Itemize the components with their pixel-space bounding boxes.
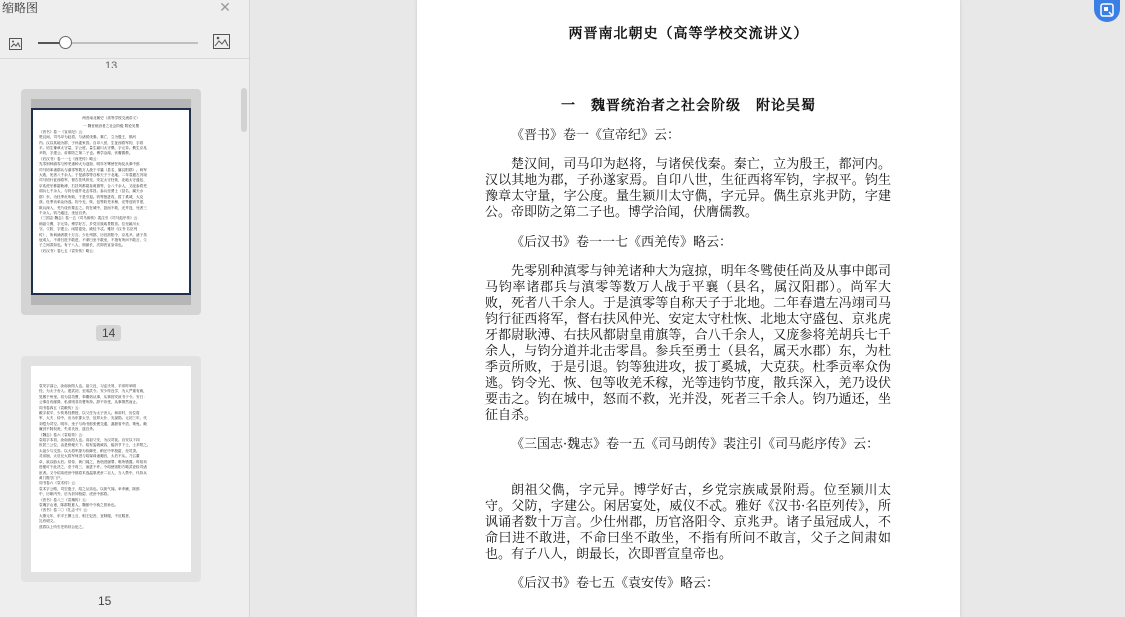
sidebar-scrollbar[interactable] [241, 88, 247, 132]
thumbnail-text-line: 《晋书》卷二〇《礼志·中》云： [39, 508, 91, 513]
thumbnail-text-line: 千余人。钧乃遁还，坐征自杀。 [39, 210, 90, 215]
thumbnail-text-line: 卓，欲以胁太后。常侍、黄门闻之，皆诣进谢罪，唯所错置。时绍劝 [39, 459, 147, 464]
sidebar-title: 缩略图 [2, 1, 39, 15]
thumbnail-text-line: 见敬于州里。初为县功曹，奉檄诣从事，从事因安致书于令。安曰： [39, 394, 147, 399]
zoom-slider-handle[interactable] [59, 36, 72, 49]
thumbnail-text-line: 袁术字公路，司空逢子，绍之从弟也。以侠气闻。举孝廉，除郎 [39, 486, 140, 491]
thumbnail-text-line: 内。汉以其地为郡，子孙遂家焉。自卬八世，生征西将军钧，字叔 [39, 140, 144, 145]
body-paragraph: 朗祖父儁，字元异。博学好古，乡党宗族咸景附焉。位至颍川太守。父防，字建公。闲居宴处，威仪不忒。雅好《汉书·名臣列传》，所讽诵者数十万言。少仕州郡，历官洛阳令、京兆尹。诸子虽冠成人，不命曰进不敢进，不命曰坐不敢坐，不指有所问不敢言，父子之间肃如也。有子八人，朗最长，次即晋宣皇帝也。 [485, 483, 891, 562]
sidebar-divider [0, 58, 249, 59]
thumbnail-text-line: 郡）东，为杜季贡所败，于是引退。钧等独进攻，拔丁奚城，大克 [39, 194, 144, 199]
thumbnail-text-line: 冠成人，不命曰进不敢进，不命曰坐不敢坐，不指有所问不敢言，父 [39, 237, 147, 242]
thumbnail-text-line: 司马钧率诸郡兵与滇零等数万人战于平襄（县名，属汉阳郡）。尚军 [39, 167, 147, 172]
thumbnail-text-line: 京兆虎牙都尉耿溥、右扶风都尉皇甫旗等，合八千余人，又庞参将羌 [39, 183, 147, 188]
thumbnail-card[interactable] [21, 356, 201, 582]
thumbnail-text-line: 黄门陛守门户。 [39, 475, 65, 480]
thumbnail-text-line: 中，历职内外，后为折冲校尉、虎贲中郎将。 [39, 492, 111, 497]
thumbnail-page-number: 14 [96, 325, 121, 341]
thumbnail-text-line: 同书卷六《袁术传》云： [39, 481, 79, 486]
citation-text: 《晋书》卷一《宣帝纪》云： [511, 128, 681, 143]
thumbnail-text-line: 世居三公位，由是势倾天下。绍有姿貌威容，能折节下士，士多附之。 [39, 443, 151, 448]
thumbnail-text-line: 先零别种滇零与钟羌诸种大为寇掠，明年冬骘使任尚及从事中郎 [39, 162, 140, 167]
thumbnail-text-line: 兹将以上所引史料综合论之。 [39, 524, 86, 529]
citation-text: 《三国志·魏志》卷一五《司马朗传》裴注引《司马彪序传》云： [511, 437, 880, 452]
thumbnail-text-line: 袁安字邵公，汝南汝阳人也。祖父良，习孟氏易，平帝时举明 [39, 384, 137, 388]
body-paragraph: 先零别种滇零与钟羌诸种大为寇掠，明年冬骘使任尚及从事中郎司马钧率诸郡兵与滇零等数万人战于平襄（县名，属汉阳郡）。尚军大败，死者八千余人。于是滇零等自称天子于北地。二年春遣左冯翊司马钧行征西将军，督右扶风仲光、安定太守杜恢、北地太守盛包、京兆虎牙都尉耿溥、右扶风都尉皇甫旗等，合八千余人，又庞参将羌胡兵七千余人，与钧分道并北击零昌。参兵至勇士（县名，属天水郡）东，为杜季贡所败，于是引退。钧等独进攻，拔丁奚城，大克获。杜季贡率众伪逃。钧令光、恢、包等收羌禾稼，光等违钧节度，散兵深入，羌乃设伏要击之。钧在城中，怒而不救，光并没，死者三千余人。钧乃遁还，坐征自杀。 [485, 264, 891, 423]
thumbnail-text-line: 大康元年，东平王楙上言，相王妃丧，宜制服，不应服者， [39, 513, 133, 518]
document-page [417, 0, 960, 617]
thumbnail-text-line: 刘恺为司空。明年，坐子与尚书郎张俊交通，漏泄省中语，策免。敞 [39, 421, 147, 426]
section-title: 一 魏晋统治者之社会阶级 附论吴蜀 [561, 98, 816, 114]
thumbnail-text-line: 朗祖父儁，字元异。博学好古，乡党宗族咸景附焉。位至颍川太 [39, 221, 140, 226]
citation-text: 《后汉书》卷七五《袁安传》略云： [511, 576, 720, 591]
thumbnail-text-line: 太祖少与交焉。以大将军掾为侍御史，稍迁中军校尉，至司隶。 [39, 448, 140, 453]
image-small-icon[interactable] [9, 35, 22, 54]
thumbnail-text-line: 灵帝崩，太后兄大将军何进与绍谋诛诸阉官，太后不从。乃召董 [39, 454, 140, 459]
thumbnail-text-line: 《三国志·魏志》卷一五《司马朗传》裴注引《司马彪序传》云： [39, 216, 141, 221]
thumbnail-text-line: 司马钧行征西将军，督右扶风仲光、安定太守杜恢、北地太守盛包、 [39, 178, 147, 183]
thumbnail-zoom-control [0, 32, 249, 54]
thumbnail-text-line: 楚汉间，司马卬为赵将，与诸侯伐秦。秦亡，立为殷王，都河 [39, 135, 137, 140]
thumbnail-text-line: 《晋书》卷八三《袁瑰传》云： [39, 497, 90, 502]
thumbnail-text-line: 廉劲不阿权贵，失邓氏旨，遂自杀。 [39, 427, 97, 432]
thumbnail-text-line: 尹防，字建公。帝即防之第二子也。博学洽闻，伏膺儒教。 [39, 151, 133, 156]
thumbnail-text-line: 一 魏晋统治者之社会阶级 附论吴蜀 [82, 124, 140, 129]
page-layout-icon[interactable] [1094, 0, 1120, 22]
thumbnail-text-line: 经，为太子舍人。建武初，至成武令。安少传良学，为人严重有威， [39, 389, 147, 394]
thumbnail-text-line: 《晋书》卷一《宣帝纪》云： [39, 129, 86, 134]
thumbnail-page[interactable] [31, 108, 191, 295]
thumbnail-page-number: 13 [105, 60, 118, 68]
thumbnail-text-line: 大败，死者八千余人。于是滇零等自称天子于北地。二年春遣左冯翊 [39, 173, 147, 178]
thumbnail-text-line: 平。钧生豫章太守量，字公度。量生颍川太守儁，字元异。儁生京兆 [39, 146, 147, 151]
thumbnail-text-line: 军、大夫、侍中，出为东郡太守，征拜太仆、光禄勋。元初三年，代 [39, 416, 147, 421]
thumbnail-text-line: 《后汉书》卷一一七《西羌传》略云： [39, 156, 101, 161]
thumbnail-text-line: 礼有明文。 [39, 519, 57, 524]
image-large-icon[interactable] [213, 34, 230, 53]
thumbnail-text-line: 敞字叔平，少传易经教授，以父任为太子舍人。和帝时，历位将 [39, 411, 140, 416]
thumbnail-text-line: 袁绍字本初，汝南汝阳人也。高祖父安，为汉司徒。自安以下四 [39, 438, 140, 443]
thumbnail-text-line: 《魏志》卷六《袁绍传》云： [39, 432, 86, 437]
thumbnail-text-line: 获。杜季贡率众伪逃。钧令光、恢、包等收羌禾稼，光等违钧节度， [39, 200, 147, 205]
thumbnail-page[interactable] [31, 366, 191, 572]
thumbnail-card[interactable] [21, 89, 201, 315]
thumbnail-text-line: 公事自有邮驿，私请则非功曹所持。辞不肯受，从事惧然而止。 [39, 400, 140, 405]
thumbnail-text-line: 传》，所讽诵者数十万言。少仕州郡，历官洛阳令、京兆尹。诸子虽 [39, 232, 147, 237]
thumbnail-sidebar [0, 0, 250, 617]
thumbnail-text-line: 散兵深入，羌乃设伏要击之。钧在城中，怒而不救，光并没，死者三 [39, 205, 147, 210]
citation-text: 《后汉书》卷一一七《西羌传》略云： [511, 235, 733, 250]
thumbnail-text-line: 两晋南北朝史（高等学校交流讲义） [82, 116, 140, 120]
page-title: 两晋南北朝史（高等学校交流讲义） [568, 26, 809, 42]
thumbnail-text-line: 袁瑰字山甫，陈郡阳夏人，魏郎中令涣之曾孙也。 [39, 502, 119, 507]
thumbnail-page-number: 15 [98, 594, 112, 608]
thumbnail-text-line: 子之间肃如也。有子八人，朗最长，次即晋宣皇帝也。 [39, 243, 126, 248]
thumbnail-text-line: 守。父防，字建公。闲居宴处，威仪不忒。雅好《汉书·名臣列 [39, 227, 138, 232]
thumbnail-text-line: 胡兵七千余人，与钧分道并北击零昌。参兵至勇士（县名，属天水 [39, 189, 144, 194]
thumbnail-text-line: 同书卷四五《袁敞传》云： [39, 405, 83, 410]
body-paragraph: 楚汉间，司马卬为赵将，与诸侯伐秦。秦亡，立为殷王，都河内。汉以其地为郡，子孙遂家焉。自卬八世，生征西将军钧，字叔平。钧生豫章太守量，字公度。量生颍川太守儁，字元异。儁生京兆尹防，字建公。帝即防之第二子也。博学洽闻，伏膺儒教。 [485, 157, 891, 220]
thumbnail-text-line: 宦者。又令绍弟虎贲中郎将术选温厚虎贲二百人，当入禁中，代持兵 [39, 470, 147, 475]
thumbnail-text-line: 进便可于此决之，至于再三，而进不许。令绍使洛阳方略武吏检司诸 [39, 465, 147, 470]
thumbnail-text-line: 《后汉书》卷七五《袁安传》略云： [39, 248, 97, 253]
close-icon[interactable]: ✕ [219, 0, 231, 16]
